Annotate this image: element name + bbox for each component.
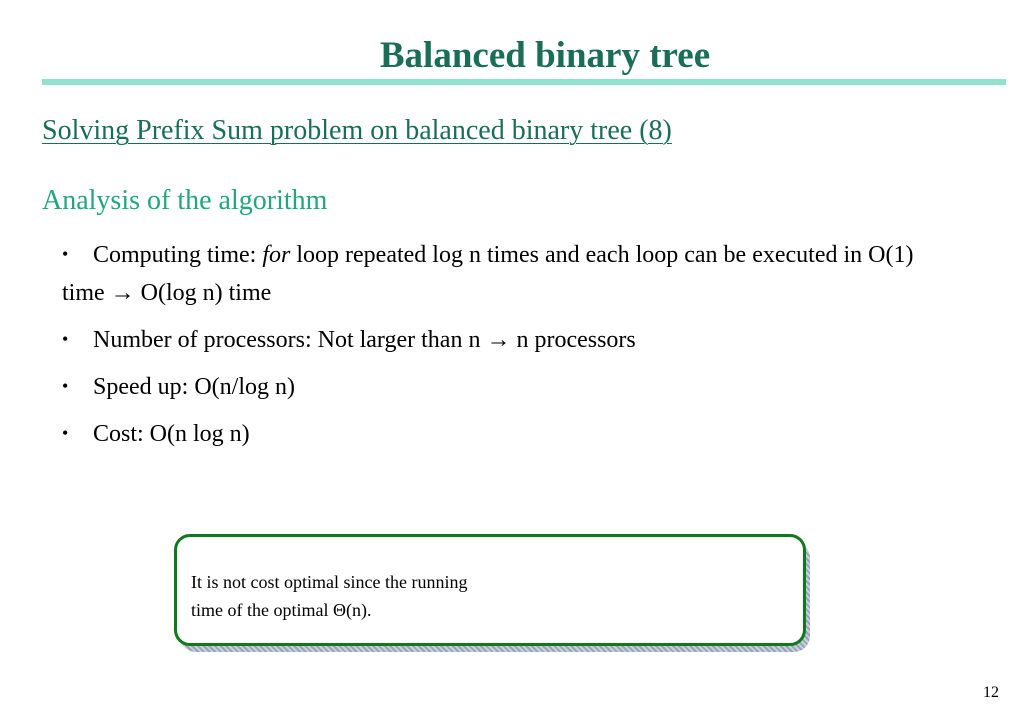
callout-box [174, 534, 806, 646]
slide-subtitle: Solving Prefix Sum problem on balanced binary tree (8) [42, 115, 672, 146]
bullet-list [62, 235, 962, 461]
bullet-processors [62, 320, 962, 359]
bullet-text-prefix: Computing time: [93, 242, 263, 268]
bullet-icon: • [62, 329, 69, 349]
page-number: 12 [983, 684, 999, 701]
bullet-text-suffix: loop repeated log n times and each loop can be executed in O(1) time → O(log n) time [62, 242, 914, 306]
bullet-text: Cost: O(n log n) [93, 421, 250, 447]
bullet-text-italic: for [262, 242, 291, 268]
callout-line-1: It is not cost optimal since the running [191, 572, 468, 592]
callout-text [191, 568, 571, 624]
bullet-cost [62, 414, 962, 453]
callout-line-2: time of the optimal Θ(n). [191, 600, 372, 620]
bullet-icon: • [62, 423, 69, 443]
bullet-text: Number of processors: Not larger than n → n processors [93, 327, 636, 353]
bullet-computing-time [62, 235, 962, 312]
bullet-speed-up [62, 367, 962, 406]
slide-title: Balanced binary tree [379, 35, 711, 76]
bullet-text: Speed up: O(n/log n) [93, 374, 295, 400]
bullet-icon: • [62, 376, 69, 396]
title-divider [42, 79, 1006, 85]
bullet-icon: • [62, 244, 69, 264]
section-heading: Analysis of the algorithm [42, 185, 328, 216]
